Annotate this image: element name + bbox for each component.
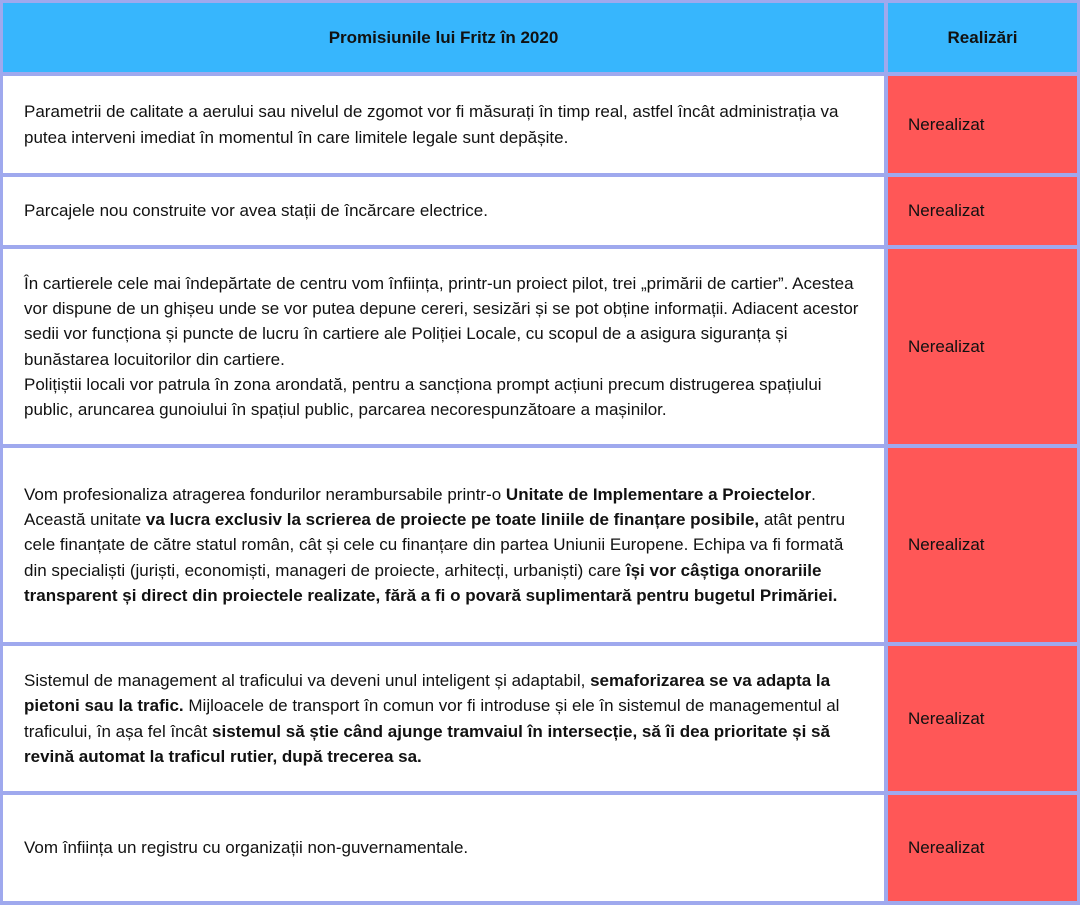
promise-text — [24, 198, 488, 223]
text-segment: . Această unitate — [24, 484, 816, 530]
text-segment: Vom profesionaliza atragerea fondurilor nerambursabile printr-o — [24, 484, 506, 504]
header-achievements — [888, 3, 1077, 72]
header-achievements-label: Realizări — [947, 27, 1018, 47]
bold-text-segment: semaforizarea se va adapta la pietoni sau la trafic. — [24, 670, 831, 716]
text-segment: Vom înființa un registru cu organizații non-guvernamentale. — [24, 838, 469, 858]
status-label: Nerealizat — [908, 336, 985, 356]
promise-cell — [3, 646, 884, 791]
status-label: Nerealizat — [908, 201, 985, 220]
promise-cell — [3, 177, 884, 245]
promise-text — [24, 271, 864, 423]
promise-text — [24, 668, 864, 769]
text-segment: Mijloacele de transport în comun vor fi introduse și ele în sistemul de managementul al traficului, în așa fel încât — [24, 696, 840, 741]
text-segment: Parametrii de calitate a aerului sau nivelul de zgomot vor fi măsurați în timp real, astfel încât administrația va putea interveni imediat în momentul în care limitele legale sunt depășite. — [24, 102, 839, 147]
status-cell — [888, 646, 1077, 791]
status-cell — [888, 249, 1077, 444]
status-cell — [888, 448, 1077, 642]
status-label: Nerealizat — [908, 838, 985, 857]
promise-text — [24, 482, 864, 608]
header-promises — [3, 3, 884, 72]
promise-text — [24, 835, 468, 860]
bold-text-segment: își vor câștiga onorariile transparent și direct din proiectele realizate, fără a fi o povară suplimentară pentru bugetul Primăriei. — [24, 560, 838, 605]
promise-cell — [3, 795, 884, 901]
promise-text — [24, 99, 864, 150]
text-segment: În cartierele cele mai îndepărtate de centru vom înființa, printr-un proiect pilot, trei „primării de cartier”. Acestea vor dispune de un ghișeu unde se vor putea depune cereri, sesizări și se pot obține informații. Adiacent acestor sedii vor funcționa și puncte de lucru în cartiere ale Poliției Locale, cu scopul de a asigura siguranța și bunăstarea locuitorilor din cartiere. — [24, 273, 859, 369]
bold-text-segment: sistemul să știe când ajunge tramvaiul în intersecție, să îi dea prioritate și să revină automat la traficul rutier, după trecerea sa. — [24, 721, 830, 766]
text-segment: Parcajele nou construite vor avea stații de încărcare electrice. — [24, 201, 488, 221]
status-cell — [888, 177, 1077, 245]
text-segment: Sistemul de management al traficului va deveni unul inteligent și adaptabil, — [24, 670, 591, 690]
status-label: Nerealizat — [908, 114, 985, 134]
text-segment: atât pentru cele finanțate de către statul român, cât și cele cu finanțare din partea Uniunii Europene. Echipa va fi formată din specialiști (juriști, economiști, manageri de proiecte, arhitecți, urbaniști) care — [24, 510, 846, 580]
promise-cell — [3, 448, 884, 642]
status-cell — [888, 795, 1077, 901]
header-promises-label: Promisiunile lui Fritz în 2020 — [328, 27, 559, 47]
promise-cell — [3, 76, 884, 173]
promise-cell — [3, 249, 884, 444]
text-segment: Polițiștii locali vor patrula în zona arondată, pentru a sancționa prompt acțiuni precum distrugerea spațiului public, aruncarea gunoiului în spațiul public, parcarea necorespunzătoare a mașinilor. — [24, 374, 822, 420]
status-label: Nerealizat — [908, 708, 985, 728]
status-label: Nerealizat — [908, 535, 985, 554]
bold-text-segment: va lucra exclusiv la scrierea de proiecte pe toate liniile de finanțare posibile, — [145, 510, 760, 530]
bold-text-segment: Unitate de Implementare a Proiectelor — [505, 484, 812, 504]
status-cell — [888, 76, 1077, 173]
